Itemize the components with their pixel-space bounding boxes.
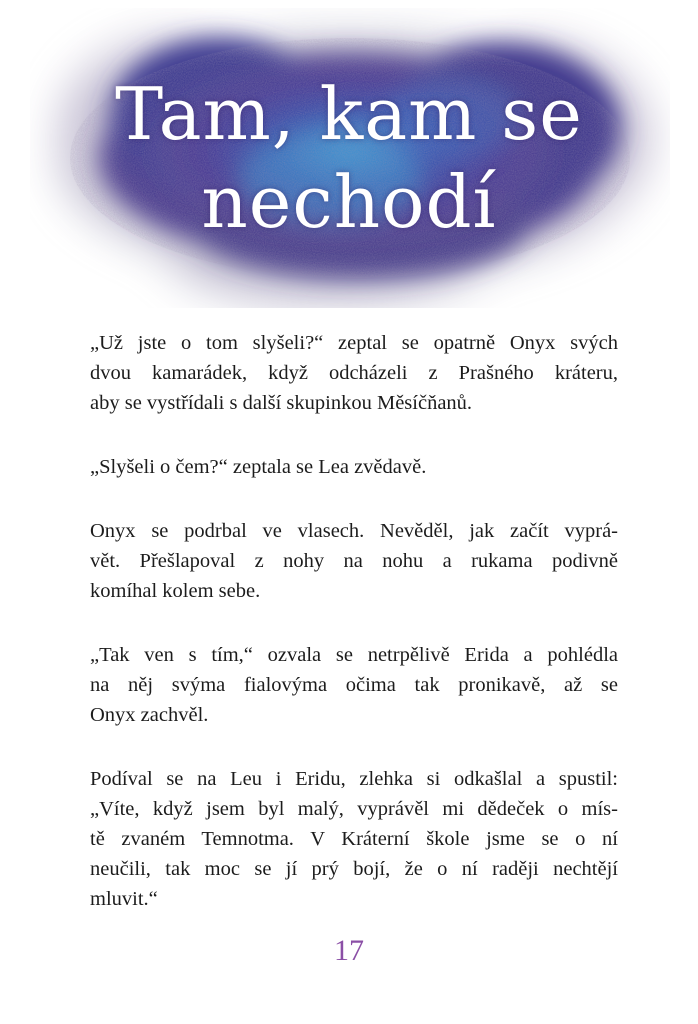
text-line: Podíval se na Leu i Eridu, zlehka si odkašlal a spustil:: [90, 768, 618, 790]
text-line: dvou kamarádek, když odcházeli z Prašného kráteru,: [90, 362, 618, 384]
text-line: tě zvaném Temnotma. V Kráterní škole jsme se o ní: [90, 828, 618, 850]
text-line: neučili, tak moc se jí prý bojí, že o ní raději nechtějí: [90, 858, 618, 880]
paragraph-4: [90, 640, 618, 730]
paragraph-5: [90, 764, 618, 914]
paragraph-1: [90, 328, 618, 418]
text-line: „Už jste o tom slyšeli?“ zeptal se opatrně Onyx svých: [90, 332, 618, 354]
chapter-title: [0, 70, 698, 246]
text-line: Onyx se podrbal ve vlasech. Nevěděl, jak začít vyprá-: [90, 520, 618, 542]
text-line: „Víte, když jsem byl malý, vyprávěl mi dědeček o mís-: [90, 798, 618, 820]
chapter-title-line-2: nechodí: [201, 160, 497, 244]
paragraph-3: [90, 516, 618, 606]
text-line: „Slyšeli o čem?“ zeptala se Lea zvědavě.: [90, 456, 427, 478]
text-line: „Tak ven s tím,“ ozvala se netrpělivě Erida a pohlédla: [90, 644, 618, 666]
text-line: mluvit.“: [90, 888, 158, 910]
text-line: vět. Přešlapoval z nohy na nohu a rukama podivně: [90, 550, 618, 572]
chapter-title-line-1: Tam, kam se: [115, 72, 583, 156]
text-line: komíhal kolem sebe.: [90, 580, 261, 602]
text-line: na něj svýma fialovýma očima tak pronikavě, až se: [90, 674, 618, 696]
chapter-body-text: [90, 328, 618, 948]
text-line: Onyx zachvěl.: [90, 704, 209, 726]
page-number: 17: [334, 934, 364, 967]
text-line: aby se vystřídali s další skupinkou Měsíčňanů.: [90, 392, 473, 414]
paragraph-2: [90, 452, 618, 482]
